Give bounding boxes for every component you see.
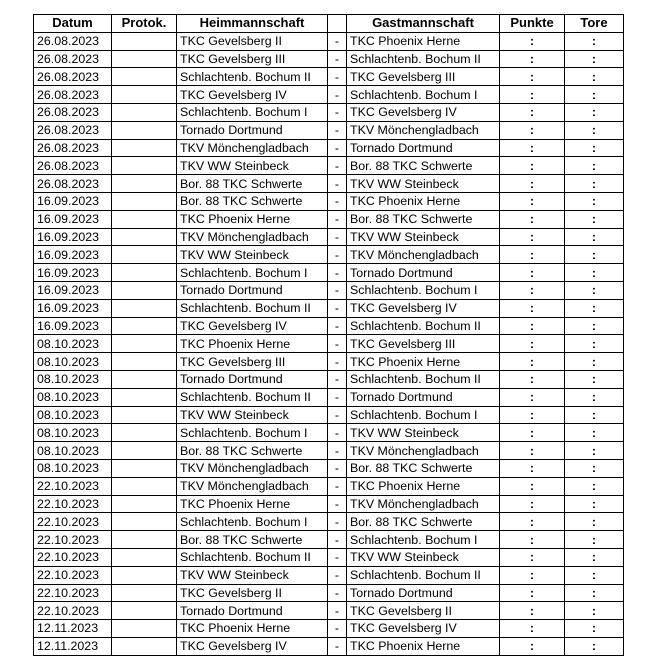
guest-team: Bor. 88 TKC Schwerte: [347, 157, 500, 175]
guest-team: TKV Mönchengladbach: [347, 246, 500, 264]
protocol-cell: [112, 157, 177, 175]
points-cell: :: [500, 264, 565, 282]
goals-cell: :: [565, 495, 624, 513]
guest-team: Schlachtenb. Bochum II: [347, 370, 500, 388]
guest-team: Bor. 88 TKC Schwerte: [347, 513, 500, 531]
table-row: [34, 228, 624, 246]
goals-cell: :: [565, 246, 624, 264]
goals-cell: :: [565, 281, 624, 299]
match-separator: -: [328, 139, 347, 157]
table-row: [34, 566, 624, 584]
guest-team: TKC Gevelsberg II: [347, 602, 500, 620]
points-cell: :: [500, 353, 565, 371]
goals-cell: :: [565, 459, 624, 477]
goals-cell: :: [565, 317, 624, 335]
points-cell: :: [500, 210, 565, 228]
points-cell: :: [500, 192, 565, 210]
match-date: 26.08.2023: [34, 86, 112, 104]
guest-team: Tornado Dortmund: [347, 584, 500, 602]
table-row: [34, 103, 624, 121]
match-separator: -: [328, 459, 347, 477]
table-row: [34, 459, 624, 477]
goals-cell: :: [565, 68, 624, 86]
match-separator: -: [328, 424, 347, 442]
home-team: Schlachtenb. Bochum I: [177, 513, 328, 531]
match-separator: -: [328, 281, 347, 299]
points-cell: :: [500, 32, 565, 50]
home-team: TKV Mönchengladbach: [177, 139, 328, 157]
goals-cell: :: [565, 548, 624, 566]
home-team: TKV WW Steinbeck: [177, 566, 328, 584]
guest-team: TKC Gevelsberg IV: [347, 620, 500, 638]
match-date: 12.11.2023: [34, 620, 112, 638]
guest-team: TKC Gevelsberg IV: [347, 103, 500, 121]
goals-cell: :: [565, 406, 624, 424]
match-date: 16.09.2023: [34, 317, 112, 335]
match-date: 26.08.2023: [34, 175, 112, 193]
guest-team: TKV WW Steinbeck: [347, 175, 500, 193]
match-date: 26.08.2023: [34, 121, 112, 139]
points-cell: :: [500, 459, 565, 477]
table-row: [34, 442, 624, 460]
match-date: 22.10.2023: [34, 566, 112, 584]
protocol-cell: [112, 370, 177, 388]
points-cell: :: [500, 370, 565, 388]
protocol-cell: [112, 548, 177, 566]
table-row: [34, 32, 624, 50]
points-cell: :: [500, 121, 565, 139]
guest-team: Schlachtenb. Bochum II: [347, 50, 500, 68]
match-date: 22.10.2023: [34, 584, 112, 602]
points-cell: :: [500, 317, 565, 335]
protocol-cell: [112, 246, 177, 264]
table-row: [34, 264, 624, 282]
table-row: [34, 406, 624, 424]
match-date: 22.10.2023: [34, 548, 112, 566]
guest-team: Schlachtenb. Bochum I: [347, 86, 500, 104]
protocol-cell: [112, 531, 177, 549]
home-team: TKC Gevelsberg III: [177, 50, 328, 68]
match-separator: -: [328, 317, 347, 335]
col-header-gastmannschaft: Gastmannschaft: [347, 15, 500, 33]
home-team: TKC Gevelsberg IV: [177, 637, 328, 655]
home-team: Bor. 88 TKC Schwerte: [177, 175, 328, 193]
table-row: [34, 68, 624, 86]
protocol-cell: [112, 299, 177, 317]
match-date: 08.10.2023: [34, 370, 112, 388]
table-row: [34, 335, 624, 353]
table-row: [34, 602, 624, 620]
protocol-cell: [112, 50, 177, 68]
protocol-cell: [112, 424, 177, 442]
guest-team: TKC Gevelsberg III: [347, 335, 500, 353]
home-team: TKC Phoenix Herne: [177, 495, 328, 513]
table-row: [34, 513, 624, 531]
points-cell: :: [500, 299, 565, 317]
home-team: Schlachtenb. Bochum I: [177, 264, 328, 282]
guest-team: Tornado Dortmund: [347, 139, 500, 157]
goals-cell: :: [565, 157, 624, 175]
home-team: TKC Phoenix Herne: [177, 335, 328, 353]
home-team: Tornado Dortmund: [177, 281, 328, 299]
home-team: TKV Mönchengladbach: [177, 477, 328, 495]
guest-team: Bor. 88 TKC Schwerte: [347, 459, 500, 477]
protocol-cell: [112, 353, 177, 371]
goals-cell: :: [565, 637, 624, 655]
guest-team: TKV Mönchengladbach: [347, 442, 500, 460]
match-separator: -: [328, 602, 347, 620]
match-date: 26.08.2023: [34, 50, 112, 68]
goals-cell: :: [565, 121, 624, 139]
goals-cell: :: [565, 192, 624, 210]
match-separator: -: [328, 50, 347, 68]
goals-cell: :: [565, 602, 624, 620]
home-team: TKV WW Steinbeck: [177, 246, 328, 264]
table-row: [34, 281, 624, 299]
col-header-protokoll: Protok.: [112, 15, 177, 33]
match-separator: -: [328, 299, 347, 317]
goals-cell: :: [565, 388, 624, 406]
goals-cell: :: [565, 175, 624, 193]
points-cell: :: [500, 388, 565, 406]
points-cell: :: [500, 584, 565, 602]
home-team: Schlachtenb. Bochum I: [177, 424, 328, 442]
points-cell: :: [500, 175, 565, 193]
table-row: [34, 192, 624, 210]
match-separator: -: [328, 353, 347, 371]
match-separator: -: [328, 103, 347, 121]
goals-cell: :: [565, 335, 624, 353]
protocol-cell: [112, 86, 177, 104]
home-team: TKC Phoenix Herne: [177, 210, 328, 228]
home-team: Bor. 88 TKC Schwerte: [177, 531, 328, 549]
table-row: [34, 157, 624, 175]
match-separator: -: [328, 32, 347, 50]
protocol-cell: [112, 495, 177, 513]
home-team: Tornado Dortmund: [177, 121, 328, 139]
match-separator: -: [328, 210, 347, 228]
goals-cell: :: [565, 353, 624, 371]
points-cell: :: [500, 495, 565, 513]
guest-team: Tornado Dortmund: [347, 264, 500, 282]
home-team: Schlachtenb. Bochum II: [177, 548, 328, 566]
protocol-cell: [112, 281, 177, 299]
goals-cell: :: [565, 50, 624, 68]
protocol-cell: [112, 32, 177, 50]
guest-team: TKC Gevelsberg IV: [347, 299, 500, 317]
header-row: [34, 15, 624, 33]
goals-cell: :: [565, 299, 624, 317]
points-cell: :: [500, 442, 565, 460]
protocol-cell: [112, 139, 177, 157]
match-date: 16.09.2023: [34, 192, 112, 210]
match-separator: -: [328, 388, 347, 406]
table-row: [34, 210, 624, 228]
match-date: 22.10.2023: [34, 602, 112, 620]
guest-team: TKV WW Steinbeck: [347, 548, 500, 566]
points-cell: :: [500, 566, 565, 584]
match-separator: -: [328, 495, 347, 513]
protocol-cell: [112, 175, 177, 193]
protocol-cell: [112, 264, 177, 282]
table-row: [34, 317, 624, 335]
home-team: TKV Mönchengladbach: [177, 459, 328, 477]
match-separator: -: [328, 442, 347, 460]
points-cell: :: [500, 477, 565, 495]
table-row: [34, 584, 624, 602]
home-team: TKC Gevelsberg II: [177, 32, 328, 50]
match-separator: -: [328, 157, 347, 175]
points-cell: :: [500, 335, 565, 353]
match-date: 16.09.2023: [34, 299, 112, 317]
guest-team: Schlachtenb. Bochum II: [347, 566, 500, 584]
schedule-body: [34, 32, 624, 655]
points-cell: :: [500, 68, 565, 86]
match-separator: -: [328, 246, 347, 264]
guest-team: TKC Phoenix Herne: [347, 192, 500, 210]
col-header-tore: Tore: [565, 15, 624, 33]
guest-team: TKC Phoenix Herne: [347, 32, 500, 50]
home-team: TKC Gevelsberg II: [177, 584, 328, 602]
guest-team: Schlachtenb. Bochum I: [347, 406, 500, 424]
protocol-cell: [112, 477, 177, 495]
match-date: 22.10.2023: [34, 531, 112, 549]
match-separator: -: [328, 566, 347, 584]
match-date: 22.10.2023: [34, 513, 112, 531]
match-separator: -: [328, 584, 347, 602]
table-row: [34, 548, 624, 566]
match-date: 12.11.2023: [34, 637, 112, 655]
goals-cell: :: [565, 584, 624, 602]
points-cell: :: [500, 246, 565, 264]
table-row: [34, 139, 624, 157]
goals-cell: :: [565, 32, 624, 50]
home-team: Bor. 88 TKC Schwerte: [177, 442, 328, 460]
home-team: Schlachtenb. Bochum II: [177, 388, 328, 406]
goals-cell: :: [565, 139, 624, 157]
protocol-cell: [112, 584, 177, 602]
points-cell: :: [500, 86, 565, 104]
match-date: 26.08.2023: [34, 157, 112, 175]
match-date: 26.08.2023: [34, 32, 112, 50]
goals-cell: :: [565, 103, 624, 121]
home-team: Schlachtenb. Bochum II: [177, 68, 328, 86]
match-date: 16.09.2023: [34, 246, 112, 264]
match-date: 26.08.2023: [34, 68, 112, 86]
table-row: [34, 495, 624, 513]
match-separator: -: [328, 548, 347, 566]
col-header-punkte: Punkte: [500, 15, 565, 33]
home-team: TKC Gevelsberg IV: [177, 86, 328, 104]
guest-team: TKV WW Steinbeck: [347, 228, 500, 246]
table-row: [34, 424, 624, 442]
points-cell: :: [500, 50, 565, 68]
home-team: Tornado Dortmund: [177, 602, 328, 620]
points-cell: :: [500, 602, 565, 620]
protocol-cell: [112, 228, 177, 246]
goals-cell: :: [565, 210, 624, 228]
protocol-cell: [112, 459, 177, 477]
match-date: 22.10.2023: [34, 477, 112, 495]
home-team: Bor. 88 TKC Schwerte: [177, 192, 328, 210]
schedule-table: [33, 14, 624, 656]
points-cell: :: [500, 548, 565, 566]
protocol-cell: [112, 335, 177, 353]
match-separator: -: [328, 513, 347, 531]
guest-team: TKV WW Steinbeck: [347, 424, 500, 442]
protocol-cell: [112, 192, 177, 210]
goals-cell: :: [565, 86, 624, 104]
match-date: 08.10.2023: [34, 406, 112, 424]
points-cell: :: [500, 531, 565, 549]
match-separator: -: [328, 192, 347, 210]
goals-cell: :: [565, 477, 624, 495]
match-separator: -: [328, 370, 347, 388]
goals-cell: :: [565, 531, 624, 549]
match-date: 16.09.2023: [34, 210, 112, 228]
guest-team: Schlachtenb. Bochum I: [347, 531, 500, 549]
goals-cell: :: [565, 442, 624, 460]
table-row: [34, 353, 624, 371]
col-header-datum: Datum: [34, 15, 112, 33]
match-date: 08.10.2023: [34, 335, 112, 353]
protocol-cell: [112, 210, 177, 228]
match-separator: -: [328, 121, 347, 139]
match-date: 08.10.2023: [34, 459, 112, 477]
protocol-cell: [112, 317, 177, 335]
table-row: [34, 477, 624, 495]
protocol-cell: [112, 566, 177, 584]
match-separator: -: [328, 175, 347, 193]
match-separator: -: [328, 406, 347, 424]
match-date: 16.09.2023: [34, 228, 112, 246]
protocol-cell: [112, 602, 177, 620]
col-header-separator: [328, 15, 347, 33]
table-row: [34, 531, 624, 549]
home-team: Tornado Dortmund: [177, 370, 328, 388]
points-cell: :: [500, 139, 565, 157]
points-cell: :: [500, 424, 565, 442]
points-cell: :: [500, 406, 565, 424]
goals-cell: :: [565, 566, 624, 584]
goals-cell: :: [565, 228, 624, 246]
goals-cell: :: [565, 424, 624, 442]
home-team: Schlachtenb. Bochum I: [177, 103, 328, 121]
protocol-cell: [112, 513, 177, 531]
points-cell: :: [500, 620, 565, 638]
goals-cell: :: [565, 620, 624, 638]
match-separator: -: [328, 264, 347, 282]
match-date: 16.09.2023: [34, 264, 112, 282]
protocol-cell: [112, 406, 177, 424]
goals-cell: :: [565, 513, 624, 531]
home-team: Schlachtenb. Bochum II: [177, 299, 328, 317]
match-date: 26.08.2023: [34, 103, 112, 121]
protocol-cell: [112, 442, 177, 460]
table-row: [34, 121, 624, 139]
points-cell: :: [500, 103, 565, 121]
match-date: 16.09.2023: [34, 281, 112, 299]
protocol-cell: [112, 637, 177, 655]
protocol-cell: [112, 620, 177, 638]
match-separator: -: [328, 228, 347, 246]
match-separator: -: [328, 620, 347, 638]
protocol-cell: [112, 68, 177, 86]
table-row: [34, 388, 624, 406]
guest-team: Schlachtenb. Bochum II: [347, 317, 500, 335]
guest-team: TKC Phoenix Herne: [347, 477, 500, 495]
points-cell: :: [500, 637, 565, 655]
points-cell: :: [500, 281, 565, 299]
goals-cell: :: [565, 370, 624, 388]
table-row: [34, 86, 624, 104]
guest-team: Bor. 88 TKC Schwerte: [347, 210, 500, 228]
match-separator: -: [328, 335, 347, 353]
home-team: TKC Phoenix Herne: [177, 620, 328, 638]
home-team: TKV Mönchengladbach: [177, 228, 328, 246]
match-date: 08.10.2023: [34, 424, 112, 442]
table-row: [34, 370, 624, 388]
match-date: 26.08.2023: [34, 139, 112, 157]
match-date: 08.10.2023: [34, 353, 112, 371]
table-row: [34, 299, 624, 317]
guest-team: TKV Mönchengladbach: [347, 495, 500, 513]
table-row: [34, 620, 624, 638]
table-row: [34, 50, 624, 68]
home-team: TKC Gevelsberg IV: [177, 317, 328, 335]
home-team: TKC Gevelsberg III: [177, 353, 328, 371]
points-cell: :: [500, 513, 565, 531]
match-date: 08.10.2023: [34, 442, 112, 460]
guest-team: TKC Phoenix Herne: [347, 353, 500, 371]
match-separator: -: [328, 86, 347, 104]
match-separator: -: [328, 637, 347, 655]
guest-team: TKV Mönchengladbach: [347, 121, 500, 139]
points-cell: :: [500, 228, 565, 246]
home-team: TKV WW Steinbeck: [177, 406, 328, 424]
protocol-cell: [112, 121, 177, 139]
protocol-cell: [112, 388, 177, 406]
table-row: [34, 175, 624, 193]
goals-cell: :: [565, 264, 624, 282]
points-cell: :: [500, 157, 565, 175]
match-date: 08.10.2023: [34, 388, 112, 406]
match-separator: -: [328, 68, 347, 86]
guest-team: TKC Phoenix Herne: [347, 637, 500, 655]
guest-team: TKC Gevelsberg III: [347, 68, 500, 86]
home-team: TKV WW Steinbeck: [177, 157, 328, 175]
guest-team: Schlachtenb. Bochum I: [347, 281, 500, 299]
table-row: [34, 246, 624, 264]
protocol-cell: [112, 103, 177, 121]
match-separator: -: [328, 477, 347, 495]
match-separator: -: [328, 531, 347, 549]
table-row: [34, 637, 624, 655]
col-header-heimmannschaft: Heimmannschaft: [177, 15, 328, 33]
guest-team: Tornado Dortmund: [347, 388, 500, 406]
match-date: 22.10.2023: [34, 495, 112, 513]
